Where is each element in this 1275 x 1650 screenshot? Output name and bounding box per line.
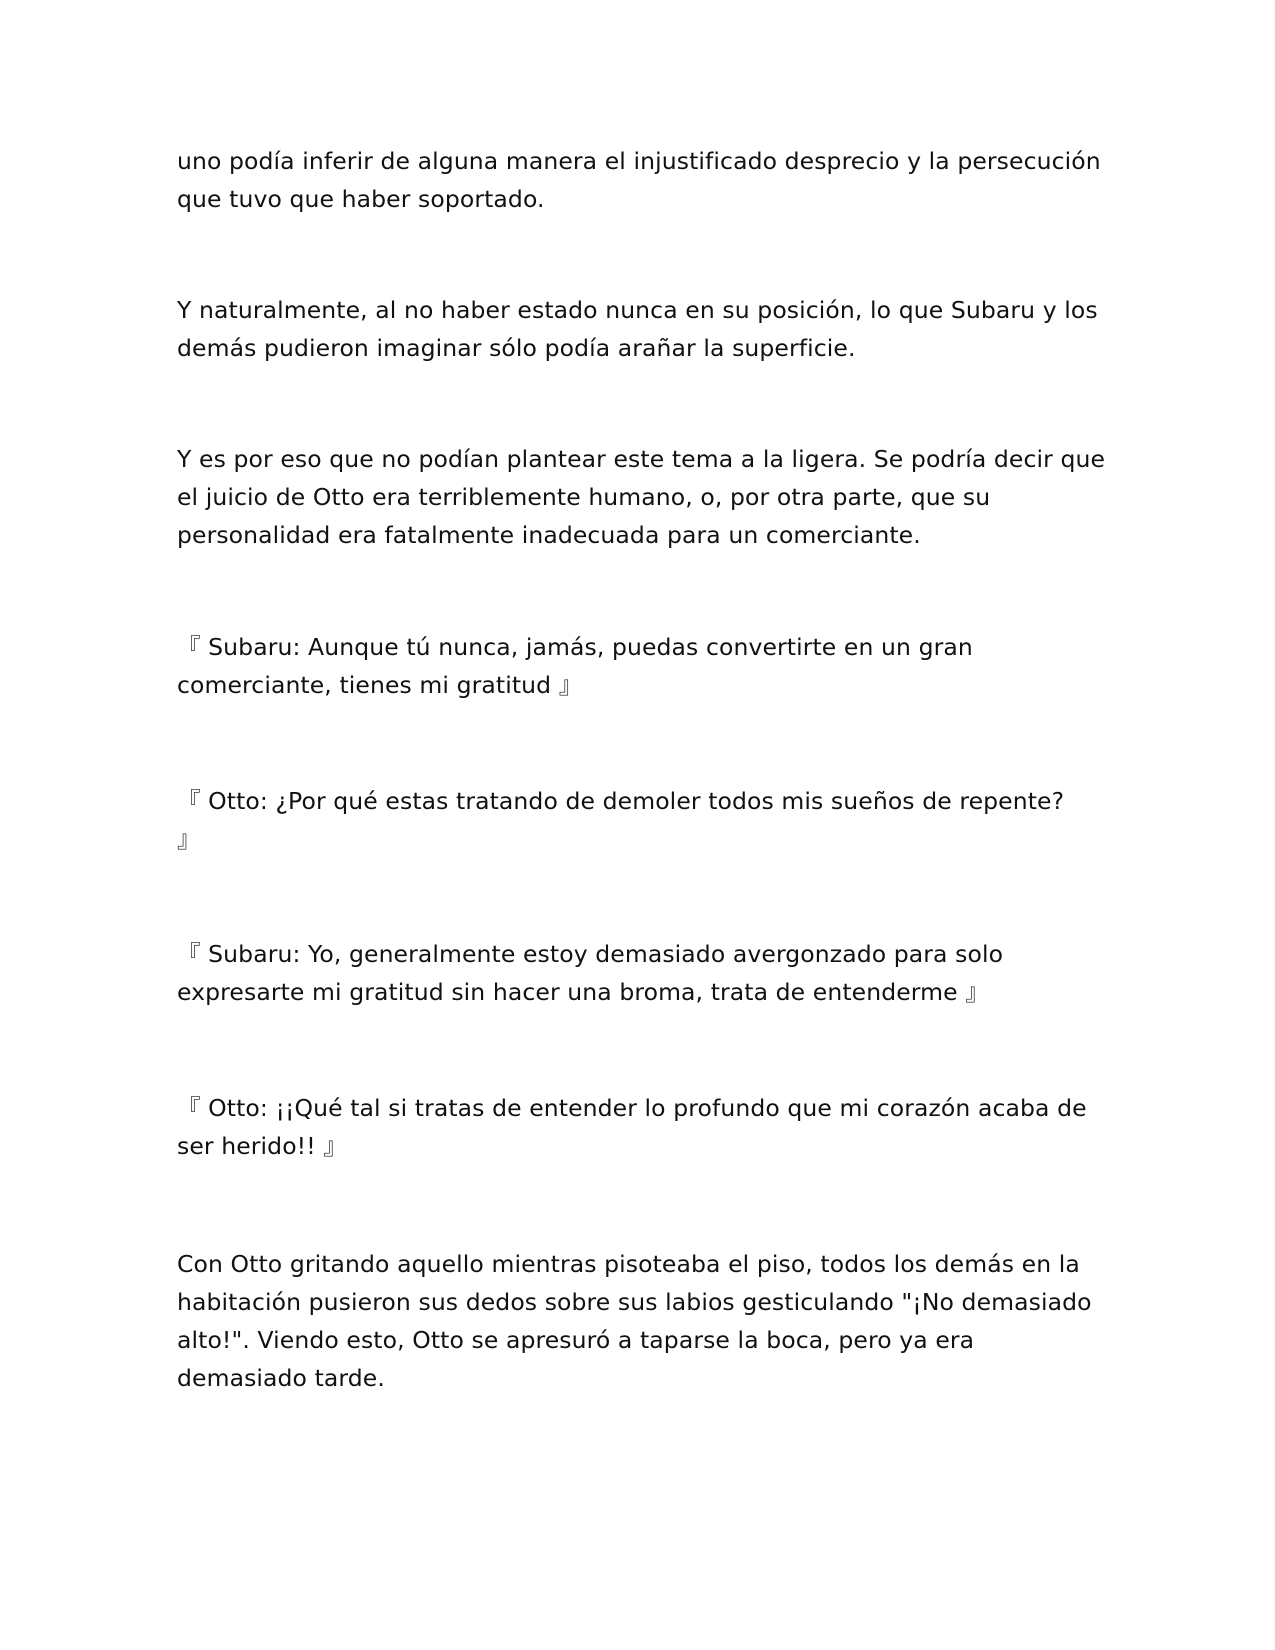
text-line: 『 Subaru: Yo, generalmente estoy demasiado avergonzado para solo [177,940,1004,968]
text-line: personalidad era fatalmente inadecuada para un comerciante. [177,521,921,549]
text-line: habitación pusieron sus dedos sobre sus labios gesticulando "¡No demasiado [177,1288,1092,1316]
text-line: Y es por eso que no podían plantear este tema a la ligera. Se podría decir que [177,445,1106,473]
text-line: ser herido!! 』 [177,1132,347,1160]
text-line: 』 [177,825,201,853]
dialogue-otto-2 [177,1089,1112,1165]
text-line: el juicio de Otto era terriblemente humano, o, por otra parte, que su [177,483,991,511]
text-line: Y naturalmente, al no haber estado nunca en su posición, lo que Subaru y los [177,296,1098,324]
text-line: Con Otto gritando aquello mientras pisoteaba el piso, todos los demás en la [177,1250,1080,1278]
text-line: demás pudieron imaginar sólo podía arañar la superficie. [177,334,856,362]
dialogue-subaru-2 [177,935,1112,1011]
paragraph-narration-3 [177,440,1112,554]
paragraph-narration-4 [177,1245,1112,1397]
text-line: 『 Otto: ¿Por qué estas tratando de demoler todos mis sueños de repente? [177,787,1065,815]
paragraph-narration-2 [177,291,1112,367]
paragraph-narration-1 [177,142,1112,218]
text-line: comerciante, tienes mi gratitud 』 [177,671,583,699]
dialogue-otto-1 [177,782,1112,858]
text-line: alto!". Viendo esto, Otto se apresuró a taparse la boca, pero ya era [177,1326,975,1354]
text-line: 『 Otto: ¡¡Qué tal si tratas de entender lo profundo que mi corazón acaba de [177,1094,1087,1122]
text-line: uno podía inferir de alguna manera el injustificado desprecio y la persecución [177,147,1101,175]
text-line: 『 Subaru: Aunque tú nunca, jamás, puedas convertirte en un gran [177,633,973,661]
text-line: expresarte mi gratitud sin hacer una broma, trata de entenderme 』 [177,978,989,1006]
text-line: que tuvo que haber soportado. [177,185,545,213]
text-line: demasiado tarde. [177,1364,385,1392]
dialogue-subaru-1 [177,628,1112,704]
